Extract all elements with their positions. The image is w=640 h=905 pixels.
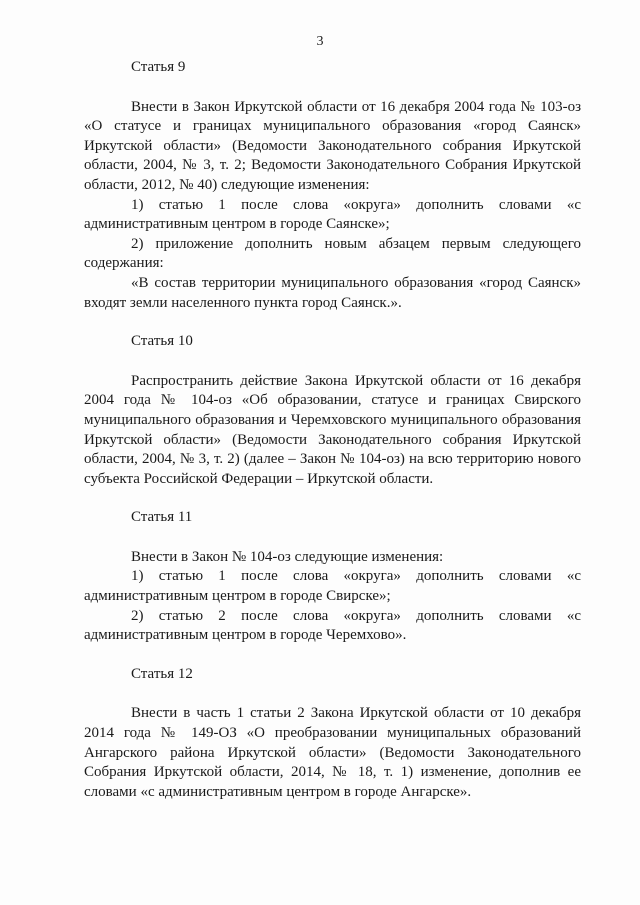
article-11 bbox=[84, 508, 581, 646]
article-paragraph: Внести в Закон № 104-оз следующие изменения: bbox=[131, 548, 444, 565]
spacer bbox=[84, 313, 581, 332]
article-9 bbox=[84, 58, 581, 313]
article-paragraph: Распространить действие Закона Иркутской области от 16 декабря 2004 года № 104-оз «Об образовании, статусе и границах Свирского муниципального образования и Черемховского муниципального образования Иркутской области» (Ведомости Законодательного собрания Иркутской области, 2004, № 3, т. 2) (далее – Закон № 104-оз) на всю территорию нового субъекта Российской Федерации – Иркутской области. bbox=[84, 372, 581, 487]
page-number: 3 bbox=[316, 34, 324, 49]
article-paragraph: «В состав территории муниципального образования «город Саянск» входят земли населенного пункта город Саянск.». bbox=[84, 274, 581, 311]
spacer bbox=[84, 646, 581, 665]
article-12 bbox=[84, 665, 581, 803]
article-heading: Статья 9 bbox=[131, 59, 186, 75]
article-paragraph: Внести в Закон Иркутской области от 16 декабря 2004 года № 103-оз «О статусе и границах муниципального образования «город Саянск» Иркутской области» (Ведомости Законодательного собрания Иркутской области, 2004, № 3, т. 2; Ведомости Законодательного Собрания Иркутской области, 2012, № 40) следующие изменения: bbox=[84, 98, 581, 193]
article-paragraph: 2) статью 2 после слова «округа» дополнить словами «с административным центром в городе Черемхово». bbox=[84, 607, 581, 644]
article-paragraph: 2) приложение дополнить новым абзацем первым следующего содержания: bbox=[84, 235, 581, 272]
article-heading: Статья 11 bbox=[131, 509, 193, 526]
article-heading: Статья 10 bbox=[131, 333, 193, 350]
article-paragraph: 1) статью 1 после слова «округа» дополнить словами «с административным центром в городе Саянске»; bbox=[84, 196, 581, 233]
article-10 bbox=[84, 332, 581, 489]
spacer bbox=[84, 489, 581, 508]
article-paragraph: Внести в часть 1 статьи 2 Закона Иркутской области от 10 декабря 2014 года № 149-ОЗ «О преобразовании муниципальных образований Ангарского района Иркутской области» (Ведомости Законодательного Собрания Иркутской области, 2014, № 18, т. 1) изменение, дополнив ее словами «с административным центром в городе Ангарске». bbox=[84, 705, 581, 800]
article-heading: Статья 12 bbox=[131, 665, 193, 682]
article-paragraph: 1) статью 1 после слова «округа» дополнить словами «с административным центром в городе Свирске»; bbox=[84, 568, 581, 605]
document-body bbox=[84, 58, 581, 802]
